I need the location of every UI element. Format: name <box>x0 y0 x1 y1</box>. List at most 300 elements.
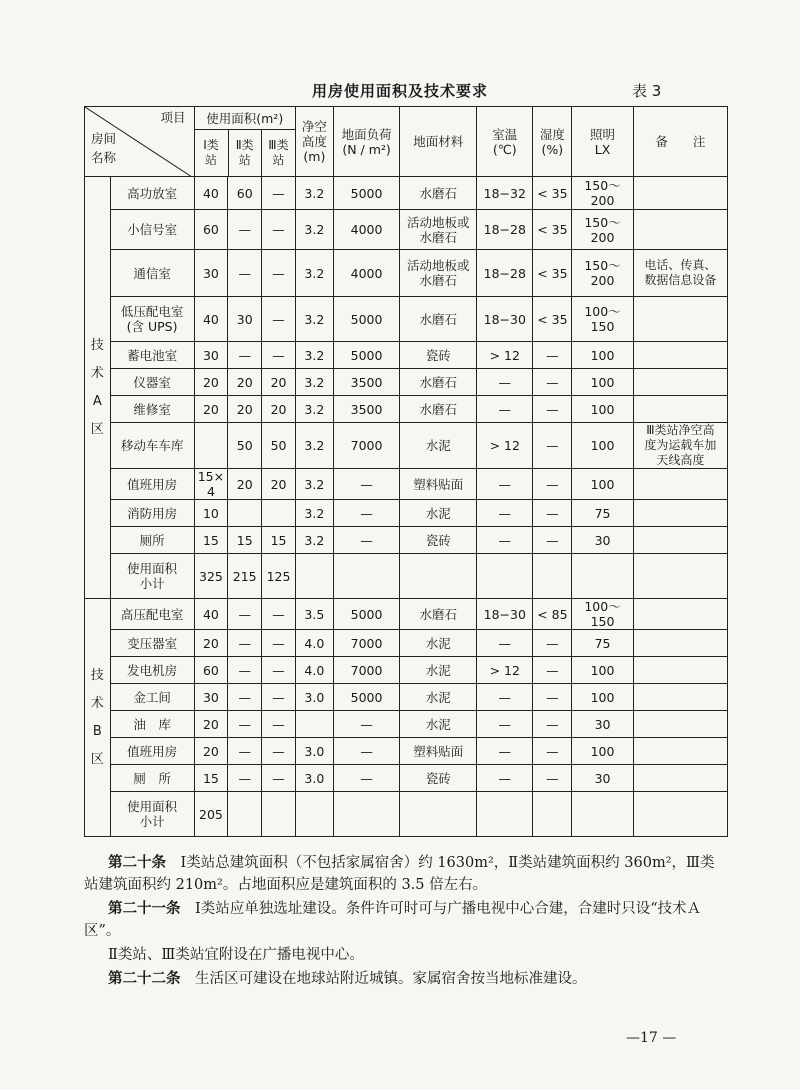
area-class-3: — <box>262 342 296 369</box>
area-class-3: — <box>262 657 296 684</box>
room-temperature: > 12 <box>477 657 533 684</box>
table-row <box>85 738 728 765</box>
humidity: < 35 <box>533 250 572 297</box>
illumination: 100 <box>572 369 633 396</box>
header-temperature-line: (℃) <box>492 141 517 157</box>
remark-line: 电话、传真、 <box>644 258 717 272</box>
area-class-3 <box>262 500 296 527</box>
clear-height <box>295 711 333 738</box>
room-name-line: 小计 <box>139 814 165 829</box>
room-name-line: 使用面积 <box>127 799 178 814</box>
remark <box>633 599 727 630</box>
table-row <box>85 711 728 738</box>
room-name-line: 厕所 <box>139 532 165 548</box>
area-class-1: 10 <box>194 500 228 527</box>
floor-material <box>400 177 477 210</box>
room-temperature: > 12 <box>477 423 533 469</box>
room-temperature: 18−30 <box>477 297 533 342</box>
area-class-2: 20 <box>228 369 262 396</box>
area-class-3: — <box>262 711 296 738</box>
remark-line: 天线高度 <box>656 453 705 467</box>
floor-load: 5000 <box>333 297 400 342</box>
zone-label-char: 技 <box>90 667 104 683</box>
floor-load: 3500 <box>333 369 400 396</box>
table-row <box>85 554 728 599</box>
area-class-2 <box>228 792 262 837</box>
floor-material <box>400 369 477 396</box>
room-name <box>110 342 194 369</box>
illumination: 75 <box>572 500 633 527</box>
room-name <box>110 297 194 342</box>
header-height <box>295 107 333 177</box>
zone-label-char: 术 <box>90 365 104 381</box>
floor-material-line: 水泥 <box>425 716 451 732</box>
floor-load <box>333 792 400 837</box>
area-class-2: 20 <box>228 469 262 500</box>
humidity: < 35 <box>533 297 572 342</box>
header-height-line: 净空 <box>301 119 327 134</box>
room-name-line: 使用面积 <box>127 561 178 576</box>
floor-load: 7000 <box>333 630 400 657</box>
table-row <box>85 792 728 837</box>
remark <box>633 738 727 765</box>
remark <box>633 369 727 396</box>
table-row <box>85 250 728 297</box>
zone-label-char: 技 <box>90 337 104 353</box>
humidity <box>533 792 572 837</box>
floor-material <box>400 765 477 792</box>
area-class-2: — <box>228 684 262 711</box>
floor-load: 5000 <box>333 684 400 711</box>
area-class-2: — <box>228 210 262 250</box>
floor-material <box>400 396 477 423</box>
illumination: 100 <box>572 469 633 500</box>
area-class-2: 50 <box>228 423 262 469</box>
floor-material-line: 瓷砖 <box>425 770 451 786</box>
clear-height: 3.5 <box>295 599 333 630</box>
room-name <box>110 250 194 297</box>
remark <box>633 177 727 210</box>
humidity: < 35 <box>533 177 572 210</box>
illumination: 150～200 <box>572 250 633 297</box>
area-class-3: 50 <box>262 423 296 469</box>
area-class-2: — <box>228 342 262 369</box>
remark <box>633 684 727 711</box>
clear-height: 3.2 <box>295 342 333 369</box>
floor-load: — <box>333 500 400 527</box>
room-name <box>110 177 194 210</box>
remark <box>633 250 727 297</box>
area-class-2: — <box>228 765 262 792</box>
room-temperature: — <box>477 765 533 792</box>
header-height-line: (m) <box>303 149 326 164</box>
header-class-label: 站 <box>272 153 285 167</box>
area-class-1: 325 <box>194 554 228 599</box>
header-class-3 <box>261 130 294 177</box>
clear-height: 3.2 <box>295 527 333 554</box>
area-class-3: 125 <box>262 554 296 599</box>
area-class-2: — <box>228 250 262 297</box>
floor-load: — <box>333 527 400 554</box>
illumination: 100 <box>572 396 633 423</box>
clear-height: 3.2 <box>295 297 333 342</box>
room-name-line: 值班用房 <box>127 476 178 492</box>
room-name-line: 金工间 <box>133 689 171 705</box>
clear-height: 3.0 <box>295 765 333 792</box>
room-temperature: 18−28 <box>477 210 533 250</box>
table-row <box>85 684 728 711</box>
floor-material <box>400 792 477 837</box>
area-class-3: — <box>262 765 296 792</box>
floor-material-line: 水泥 <box>425 689 451 705</box>
remark <box>633 765 727 792</box>
floor-material-line: 水泥 <box>425 438 451 453</box>
header-item-cell <box>85 107 195 177</box>
floor-material <box>400 210 477 250</box>
remark <box>633 657 727 684</box>
area-class-1: 15 <box>194 527 228 554</box>
article-number: 第二十条 <box>108 855 166 871</box>
remark <box>633 469 727 500</box>
humidity: — <box>533 657 572 684</box>
humidity: — <box>533 711 572 738</box>
room-temperature: > 12 <box>477 342 533 369</box>
area-class-1: 20 <box>194 396 228 423</box>
floor-material-line: 瓷砖 <box>425 532 451 548</box>
floor-material-line: 水泥 <box>425 505 451 521</box>
paragraph-text: 生活区可建设在地球站附近城镇。家属宿舍按当地标准建设。 <box>180 971 587 987</box>
paragraph <box>84 852 724 896</box>
area-class-2: — <box>228 711 262 738</box>
area-class-3: 20 <box>262 469 296 500</box>
table-row <box>85 630 728 657</box>
clear-height: 3.2 <box>295 500 333 527</box>
area-class-1 <box>194 423 228 469</box>
room-name-line: 仪器室 <box>133 374 171 390</box>
clear-height <box>295 554 333 599</box>
floor-load: — <box>333 738 400 765</box>
remark <box>633 297 727 342</box>
remark <box>633 500 727 527</box>
humidity: — <box>533 469 572 500</box>
room-name-line: 小计 <box>139 576 165 591</box>
zone-a-label <box>85 177 111 599</box>
table-row <box>85 342 728 369</box>
area-class-1: 20 <box>194 369 228 396</box>
room-name <box>110 500 194 527</box>
floor-material-line: 活动地板或 <box>406 258 470 273</box>
area-class-2 <box>228 500 262 527</box>
room-name-line: 油 库 <box>133 716 171 732</box>
paragraph <box>84 898 724 942</box>
floor-material-line: 水磨石 <box>419 606 457 622</box>
room-temperature <box>477 554 533 599</box>
area-class-2: 20 <box>228 396 262 423</box>
floor-material <box>400 738 477 765</box>
room-name <box>110 369 194 396</box>
room-requirements-table <box>84 106 728 837</box>
illumination: 30 <box>572 765 633 792</box>
room-temperature: 18−28 <box>477 250 533 297</box>
header-class-label: Ⅲ类 <box>268 138 289 152</box>
room-name-line: 维修室 <box>133 401 171 417</box>
table-row <box>85 396 728 423</box>
header-class-1 <box>195 130 228 177</box>
area-class-1: 40 <box>194 297 228 342</box>
room-name-line: 厕 所 <box>133 770 171 786</box>
table-row <box>85 500 728 527</box>
area-class-2: 30 <box>228 297 262 342</box>
floor-material <box>400 469 477 500</box>
floor-load: 7000 <box>333 423 400 469</box>
remark <box>633 630 727 657</box>
area-class-1: 15 <box>194 765 228 792</box>
header-load <box>333 107 400 177</box>
illumination: 100 <box>572 738 633 765</box>
illumination <box>572 792 633 837</box>
header-class-label: 站 <box>205 153 218 167</box>
zone-label-char: 术 <box>90 695 104 711</box>
header-class-label: Ⅰ类 <box>203 138 219 152</box>
room-name-line: 消防用房 <box>127 505 178 521</box>
table-row <box>85 469 728 500</box>
humidity: — <box>533 527 572 554</box>
room-name-line: (含 UPS) <box>126 319 178 334</box>
illumination: 150～200 <box>572 177 633 210</box>
paragraph <box>84 944 724 966</box>
floor-load: — <box>333 711 400 738</box>
header-temperature-line: 室温 <box>492 126 518 142</box>
floor-load: — <box>333 469 400 500</box>
room-name <box>110 527 194 554</box>
clear-height: 3.2 <box>295 423 333 469</box>
humidity <box>533 554 572 599</box>
room-temperature: — <box>477 527 533 554</box>
area-class-1: 205 <box>194 792 228 837</box>
area-class-3: 20 <box>262 369 296 396</box>
area-class-2: — <box>228 738 262 765</box>
floor-material <box>400 500 477 527</box>
zone-label-char: B <box>92 723 102 739</box>
clear-height: 3.2 <box>295 250 333 297</box>
area-class-2: — <box>228 630 262 657</box>
table-row <box>85 177 728 210</box>
room-name-line: 小信号室 <box>127 222 178 237</box>
room-name-line: 移动车车库 <box>120 438 184 453</box>
floor-material <box>400 423 477 469</box>
paragraph-text: Ⅱ类站、Ⅲ类站宜附设在广播电视中心。 <box>108 947 364 963</box>
remark <box>633 342 727 369</box>
room-temperature: — <box>477 369 533 396</box>
floor-load: — <box>333 765 400 792</box>
table-header-row <box>85 107 728 177</box>
clear-height: 3.0 <box>295 684 333 711</box>
remark <box>633 554 727 599</box>
humidity: — <box>533 342 572 369</box>
floor-material-line: 水磨石 <box>419 374 457 390</box>
header-lighting-line: 照明 <box>590 126 616 142</box>
remark-line: 度为运载车加 <box>644 438 717 452</box>
illumination: 100 <box>572 342 633 369</box>
illumination: 75 <box>572 630 633 657</box>
area-class-2: — <box>228 599 262 630</box>
room-name-line: 高压配电室 <box>120 606 184 622</box>
floor-material <box>400 342 477 369</box>
area-class-2: 215 <box>228 554 262 599</box>
floor-material <box>400 630 477 657</box>
floor-load: 3500 <box>333 396 400 423</box>
area-class-1: 60 <box>194 657 228 684</box>
humidity: — <box>533 500 572 527</box>
humidity: — <box>533 684 572 711</box>
remark <box>633 210 727 250</box>
floor-material <box>400 711 477 738</box>
humidity: — <box>533 369 572 396</box>
table-row <box>85 599 728 630</box>
header-remark: 备 注 <box>633 107 727 177</box>
room-name <box>110 423 194 469</box>
humidity: — <box>533 630 572 657</box>
header-area-cell <box>194 107 295 177</box>
clear-height: 3.2 <box>295 396 333 423</box>
room-name <box>110 554 194 599</box>
table-row <box>85 297 728 342</box>
area-class-3: — <box>262 297 296 342</box>
clear-height: 3.2 <box>295 177 333 210</box>
area-class-3: — <box>262 177 296 210</box>
area-class-1: 30 <box>194 684 228 711</box>
header-name: 名称 <box>91 150 117 165</box>
page-number: —17 — <box>626 1030 677 1046</box>
room-name-line: 蓄电池室 <box>127 347 178 363</box>
room-name <box>110 765 194 792</box>
clear-height: 3.2 <box>295 369 333 396</box>
header-class-label: Ⅱ类 <box>235 138 254 152</box>
area-class-1: 40 <box>194 599 228 630</box>
area-class-2: 15 <box>228 527 262 554</box>
area-class-3: — <box>262 210 296 250</box>
header-material: 地面材料 <box>400 107 477 177</box>
floor-load: 5000 <box>333 599 400 630</box>
table-row <box>85 423 728 469</box>
floor-load: 5000 <box>333 177 400 210</box>
floor-material-line: 水磨石 <box>419 273 457 288</box>
humidity: — <box>533 738 572 765</box>
clear-height: 3.0 <box>295 738 333 765</box>
room-name <box>110 711 194 738</box>
floor-material-line: 瓷砖 <box>425 347 451 363</box>
humidity: — <box>533 423 572 469</box>
table-title: 用房使用面积及技术要求 <box>311 82 488 100</box>
remark <box>633 423 727 469</box>
illumination: 150～200 <box>572 210 633 250</box>
area-class-1: 20 <box>194 630 228 657</box>
floor-material <box>400 657 477 684</box>
area-class-3 <box>262 792 296 837</box>
floor-material-line: 水磨石 <box>419 185 457 201</box>
room-name <box>110 630 194 657</box>
room-temperature: — <box>477 469 533 500</box>
illumination: 100～150 <box>572 599 633 630</box>
floor-material-line: 塑料贴面 <box>413 476 464 492</box>
room-name <box>110 792 194 837</box>
area-class-3: 15 <box>262 527 296 554</box>
floor-material-line: 水磨石 <box>419 229 457 245</box>
area-class-1: 15× 4 <box>194 469 228 500</box>
room-name <box>110 684 194 711</box>
floor-material <box>400 527 477 554</box>
remark <box>633 711 727 738</box>
area-class-2: — <box>228 657 262 684</box>
room-temperature: — <box>477 684 533 711</box>
room-temperature <box>477 792 533 837</box>
paragraph <box>84 968 724 990</box>
remark <box>633 396 727 423</box>
floor-material <box>400 554 477 599</box>
header-temperature <box>477 107 533 177</box>
area-class-1: 40 <box>194 177 228 210</box>
floor-load: 4000 <box>333 210 400 250</box>
illumination: 100 <box>572 684 633 711</box>
illumination: 100 <box>572 423 633 469</box>
remark-line: 数据信息设备 <box>644 273 717 287</box>
illumination: 30 <box>572 711 633 738</box>
floor-material-line: 水磨石 <box>419 401 457 417</box>
body-text <box>84 852 724 992</box>
paragraph-text: Ⅰ类站应单独选址建设。条件许可时可与广播电视中心合建，合建时只设“技术Ａ区”。 <box>84 901 702 939</box>
remark-line: Ⅲ类站净空高 <box>646 423 715 437</box>
table-row <box>85 765 728 792</box>
floor-material-line: 水磨石 <box>419 311 457 327</box>
header-item: 项目 <box>160 110 186 125</box>
zone-b-label <box>85 599 111 837</box>
header-height-line: 高度 <box>301 134 327 149</box>
room-temperature: 18−32 <box>477 177 533 210</box>
area-class-1: 20 <box>194 711 228 738</box>
header-class-label: 站 <box>238 153 251 167</box>
floor-material-line: 水泥 <box>425 635 451 651</box>
table-row <box>85 210 728 250</box>
floor-material-line: 塑料贴面 <box>413 743 464 759</box>
room-temperature: — <box>477 630 533 657</box>
paragraph-text: Ⅰ类站总建筑面积（不包括家属宿舍）约 1630m²，Ⅱ类站建筑面积约 360m²，Ⅲ类站建筑面积约 210m²。占地面积应是建筑面积的 3.5 倍左右。 <box>84 855 715 893</box>
area-class-3: — <box>262 630 296 657</box>
humidity: — <box>533 396 572 423</box>
room-name <box>110 469 194 500</box>
table-row <box>85 369 728 396</box>
header-room: 房间 <box>91 131 117 146</box>
room-name <box>110 657 194 684</box>
floor-load: 5000 <box>333 342 400 369</box>
area-class-3: — <box>262 599 296 630</box>
table-row <box>85 527 728 554</box>
illumination: 100～150 <box>572 297 633 342</box>
room-name <box>110 210 194 250</box>
area-class-1: 60 <box>194 210 228 250</box>
illumination <box>572 554 633 599</box>
room-name <box>110 599 194 630</box>
clear-height: 4.0 <box>295 630 333 657</box>
header-lighting-line: LX <box>594 141 611 157</box>
humidity: < 85 <box>533 599 572 630</box>
remark <box>633 527 727 554</box>
header-load-line: 地面负荷 <box>341 126 392 142</box>
floor-material <box>400 684 477 711</box>
floor-load <box>333 554 400 599</box>
room-name <box>110 738 194 765</box>
floor-material <box>400 599 477 630</box>
header-load-line: (N / m²) <box>342 141 391 157</box>
